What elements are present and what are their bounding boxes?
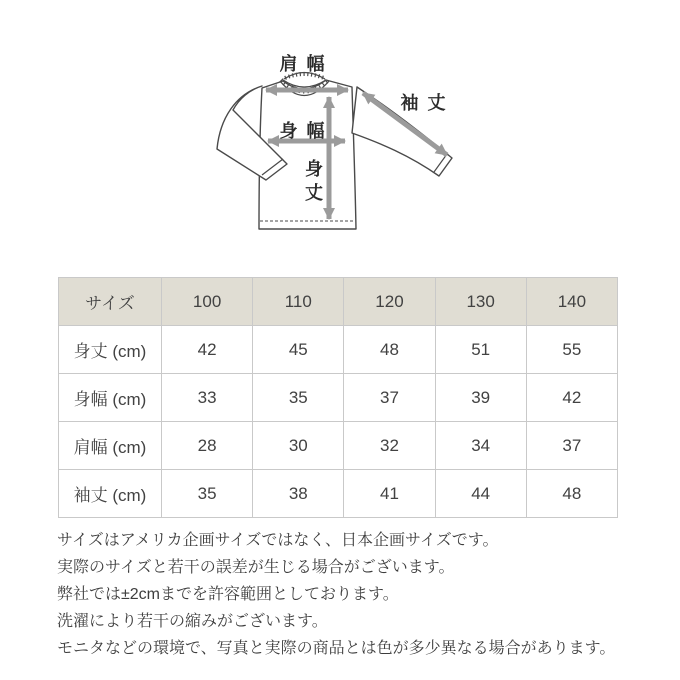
note-line: サイズはアメリカ企画サイズではなく、日本企画サイズです。 <box>57 532 499 549</box>
size-cell: 34 <box>435 422 526 470</box>
size-cell: 55 <box>526 326 617 374</box>
size-cell: 35 <box>253 374 344 422</box>
row-label: 袖丈 (cm) <box>59 470 162 518</box>
table-row-sleeve-length <box>59 470 618 518</box>
size-cell: 51 <box>435 326 526 374</box>
shoulder-width-label: 肩 幅 <box>279 54 327 74</box>
size-130-header: 130 <box>435 278 526 326</box>
size-cell: 41 <box>344 470 435 518</box>
size-column-header: サイズ <box>59 278 162 326</box>
size-100-header: 100 <box>162 278 253 326</box>
size-cell: 38 <box>253 470 344 518</box>
size-cell: 48 <box>344 326 435 374</box>
size-110-header: 110 <box>253 278 344 326</box>
note-line: モニタなどの環境で、写真と実際の商品とは色が多少異なる場合があります。 <box>57 640 616 657</box>
size-cell: 48 <box>526 470 617 518</box>
size-cell: 37 <box>344 374 435 422</box>
note-line: 弊社では±2cmまでを許容範囲としております。 <box>57 586 399 603</box>
size-cell: 37 <box>526 422 617 470</box>
row-label: 身幅 (cm) <box>59 374 162 422</box>
row-label: 肩幅 (cm) <box>59 422 162 470</box>
size-cell: 33 <box>162 374 253 422</box>
size-cell: 30 <box>253 422 344 470</box>
size-notes <box>57 527 657 662</box>
body-length-label-char2: 丈 <box>305 183 325 203</box>
shirt-measurement-diagram <box>0 0 680 265</box>
size-cell: 28 <box>162 422 253 470</box>
table-row-body-length <box>59 326 618 374</box>
sleeve-length-label: 袖 丈 <box>400 93 448 113</box>
size-120-header: 120 <box>344 278 435 326</box>
size-cell: 42 <box>526 374 617 422</box>
note-line: 実際のサイズと若干の誤差が生じる場合がございます。 <box>57 559 455 576</box>
size-140-header: 140 <box>526 278 617 326</box>
size-cell: 42 <box>162 326 253 374</box>
size-cell: 44 <box>435 470 526 518</box>
table-row-shoulder-width <box>59 422 618 470</box>
note-line: 洗濯により若干の縮みがございます。 <box>57 613 328 630</box>
size-table-header-row <box>59 278 618 326</box>
size-cell: 35 <box>162 470 253 518</box>
row-label: 身丈 (cm) <box>59 326 162 374</box>
body-length-label-char1: 身 <box>305 159 325 179</box>
size-cell: 45 <box>253 326 344 374</box>
table-row-body-width <box>59 374 618 422</box>
size-table <box>58 277 618 518</box>
size-cell: 39 <box>435 374 526 422</box>
size-cell: 32 <box>344 422 435 470</box>
body-width-label: 身 幅 <box>279 121 327 141</box>
